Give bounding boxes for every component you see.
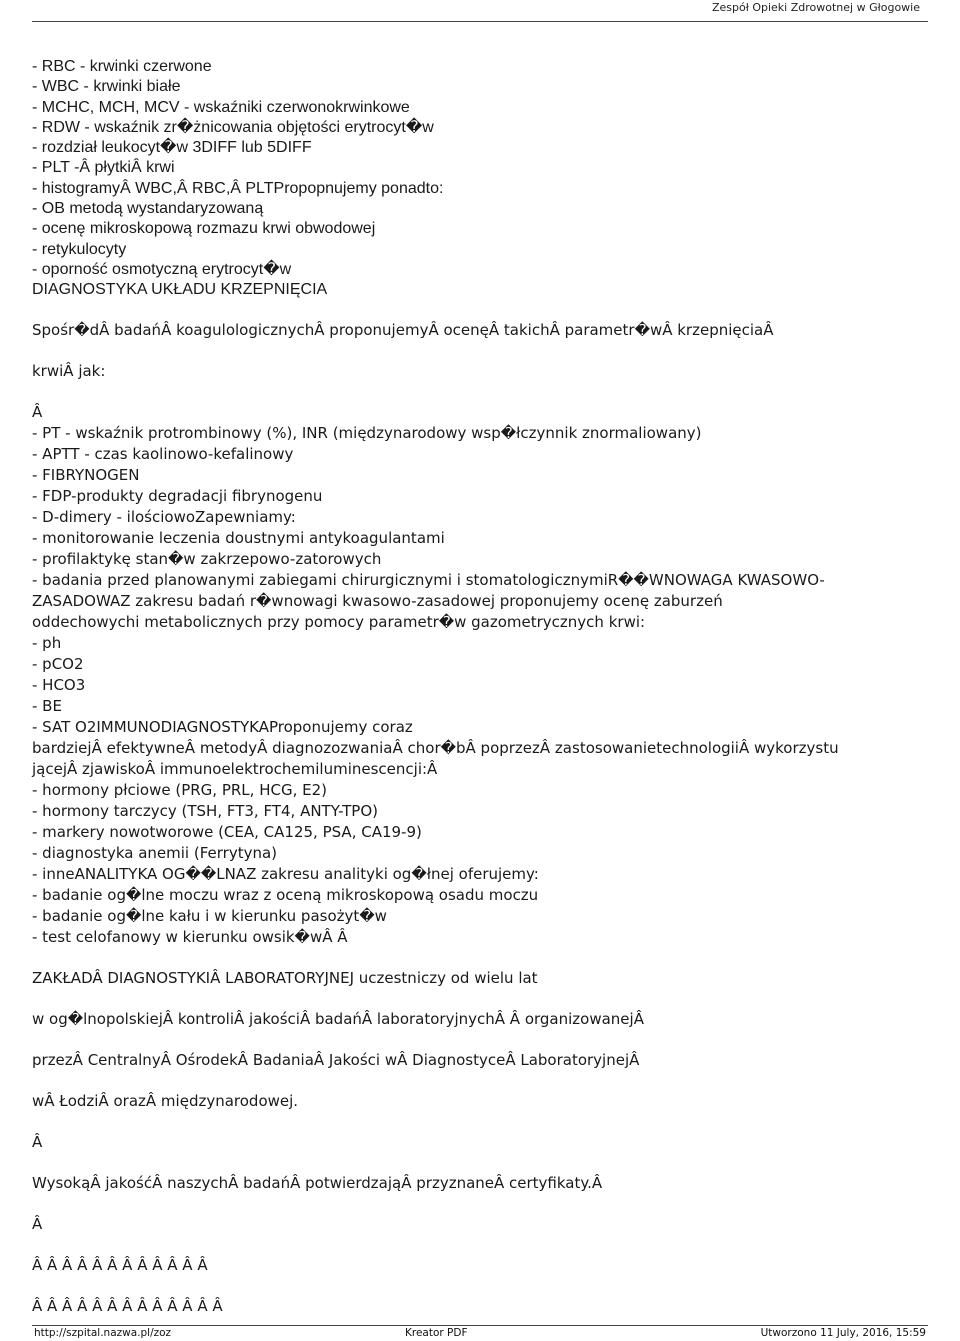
- list-item: - badanie og�lne kału i w kierunku pasożyt�w: [32, 907, 387, 925]
- paragraph: Â: [32, 1133, 43, 1151]
- list-item: bardziejÂ efektywneÂ metodyÂ diagnozozwaniaÂ chor�bÂ poprzezÂ zastosowanietechnologiiÂ wykorzystu: [32, 739, 839, 757]
- list-item: - RDW - wskaźnik zr�żnicowania objętości erytrocyt�w: [32, 118, 434, 136]
- list-item: - hormony płciowe (PRG, PRL, HCG, E2): [32, 781, 327, 799]
- paragraph: Â: [32, 403, 43, 421]
- list-item: - PLT -Â płytkiÂ krwi: [32, 159, 175, 177]
- list-item: jącejÂ zjawiskoÂ immunoelektrochemiluminescencji:Â: [32, 760, 438, 778]
- list-item: - histogramyÂ WBC,Â RBC,Â PLTPropopnujemy ponadto:: [32, 179, 444, 197]
- blood-tests-list: [32, 57, 932, 301]
- paragraph: Â Â Â Â Â Â Â Â Â Â Â Â Â: [32, 1297, 223, 1315]
- list-item: - test celofanowy w kierunku owsik�wÂ Â: [32, 928, 348, 946]
- list-item: ZASADOWAZ zakresu badań r�wnowagi kwasowo-zasadowej proponujemy ocenę zaburzeń: [32, 592, 723, 610]
- list-item: - APTT - czas kaolinowo-kefalinowy: [32, 445, 294, 463]
- list-item: - monitorowanie leczenia doustnymi antykoagulantami: [32, 529, 445, 547]
- footer-url-link[interactable]: http://szpital.nazwa.pl/zoz: [34, 1327, 172, 1339]
- list-item: - pCO2: [32, 655, 84, 673]
- paragraph: Spośr�dÂ badańÂ koagulologicznychÂ proponujemyÂ ocenęÂ takichÂ parametr�wÂ krzepnięciaÂ: [32, 321, 774, 339]
- paragraph: przezÂ CentralnyÂ OśrodekÂ BadaniaÂ Jakości wÂ DiagnostyceÂ LaboratoryjnejÂ: [32, 1051, 640, 1069]
- paragraph: krwiÂ jak:: [32, 362, 106, 380]
- list-item: - badanie og�lne moczu wraz z oceną mikroskopową osadu moczu: [32, 886, 539, 904]
- list-item: - WBC - krwinki białe: [32, 78, 181, 96]
- paragraph: Â: [32, 1215, 43, 1233]
- list-item: - MCHC, MCH, MCV - wskaźniki czerwonokrwinkowe: [32, 98, 410, 116]
- list-item: - HCO3: [32, 676, 86, 694]
- paragraph: wÂ ŁodziÂ orazÂ międzynarodowej.: [32, 1092, 299, 1110]
- footer-creator: Kreator PDF: [405, 1327, 468, 1339]
- list-item: - inneANALITYKA OG��LNAZ zakresu analityki og�łnej oferujemy:: [32, 865, 539, 883]
- list-item: - ocenę mikroskopową rozmazu krwi obwodowej: [32, 220, 376, 238]
- header-title: Zespół Opieki Zdrowotnej w Głogowie: [711, 1, 920, 14]
- list-item: - rozdział leukocyt�w 3DIFF lub 5DIFF: [32, 139, 312, 157]
- list-item: - ph: [32, 634, 62, 652]
- page-footer: [34, 1326, 926, 1340]
- list-item: - markery nowotworowe (CEA, CA125, PSA, CA19-9): [32, 823, 422, 841]
- list-item: - hormony tarczycy (TSH, FT3, FT4, ANTY-TPO): [32, 802, 379, 820]
- list-item: - D-dimery - ilościowoZapewniamy:: [32, 508, 296, 526]
- list-item: - BE: [32, 697, 62, 715]
- list-item: oddechowychi metabolicznych przy pomocy parametr�w gazometrycznych krwi:: [32, 613, 646, 631]
- header-divider: [32, 21, 928, 22]
- section-heading: DIAGNOSTYKA UKŁADU KRZEPNIĘCIA: [32, 281, 328, 299]
- list-item: - FIBRYNOGEN: [32, 466, 140, 484]
- paragraph: Â Â Â Â Â Â Â Â Â Â Â Â: [32, 1256, 208, 1274]
- footer-created-date: Utworzono 11 July, 2016, 15:59: [760, 1327, 926, 1339]
- list-item: - profilaktykę stan�w zakrzepowo-zatorowych: [32, 550, 382, 568]
- list-item: - RBC - krwinki czerwone: [32, 58, 212, 75]
- coagulation-section: [32, 320, 937, 1317]
- list-item: - diagnostyka anemii (Ferrytyna): [32, 844, 278, 862]
- paragraph: w og�lnopolskiejÂ kontroliÂ jakościÂ badańÂ laboratoryjnychÂ Â organizowanejÂ: [32, 1010, 644, 1028]
- paragraph: ZAKŁADÂ DIAGNOSTYKIÂ LABORATORYJNEJ uczestniczy od wielu lat: [32, 969, 538, 987]
- list-item: - badania przed planowanymi zabiegami chirurgicznymi i stomatologicznymiR��WNOWAGA KWASOWO-: [32, 571, 825, 589]
- list-item: - FDP-produkty degradacji fibrynogenu: [32, 487, 323, 505]
- list-item: - OB metodą wystandaryzowaną: [32, 200, 264, 218]
- list-item: - oporność osmotyczną erytrocyt�w: [32, 260, 292, 278]
- paragraph: WysokąÂ jakośćÂ naszychÂ badańÂ potwierdzająÂ przyznaneÂ certyfikaty.Â: [32, 1174, 603, 1192]
- list-item: - PT - wskaźnik protrombinowy (%), INR (międzynarodowy wsp�łczynnik znormaliowany): [32, 424, 702, 442]
- list-item: - SAT O2IMMUNODIAGNOSTYKAProponujemy coraz: [32, 718, 413, 736]
- page-header: [0, 0, 960, 18]
- list-item: - retykulocyty: [32, 240, 127, 258]
